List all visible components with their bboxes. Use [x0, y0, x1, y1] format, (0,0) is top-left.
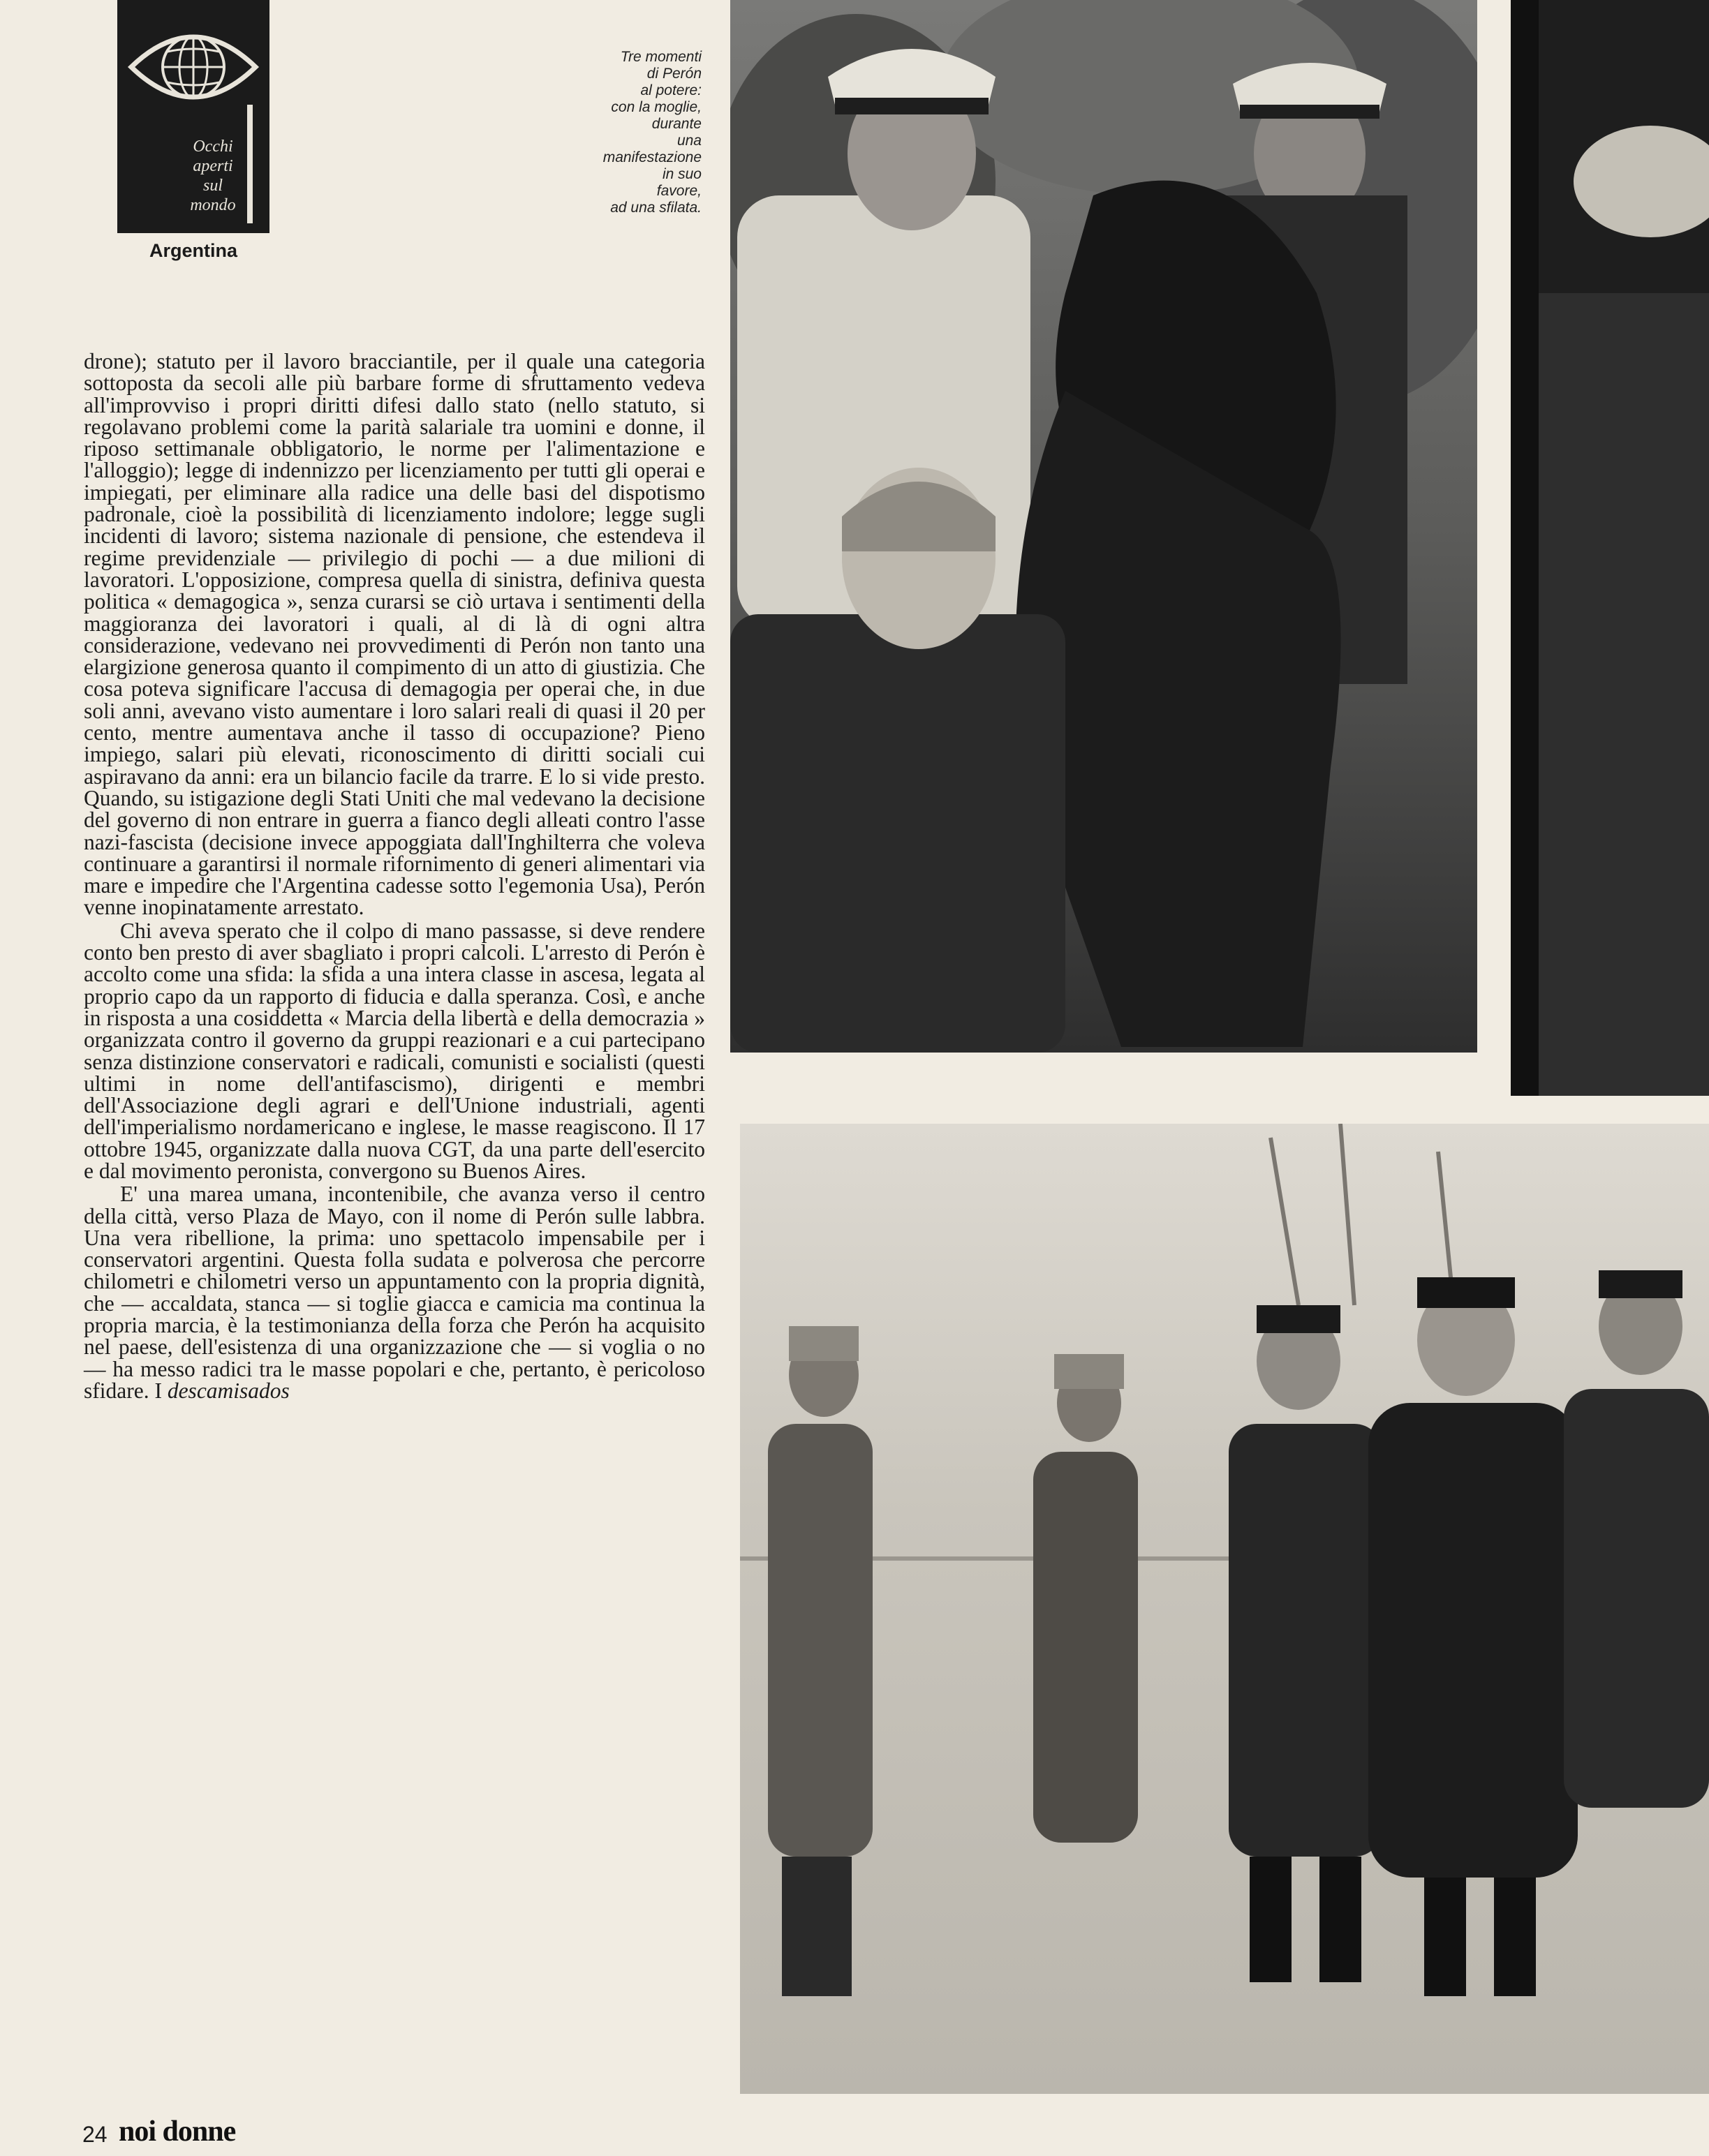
- caption-line: favore,: [656, 183, 702, 199]
- logo-line: aperti: [193, 157, 233, 175]
- logo-line: mondo: [190, 196, 236, 214]
- magazine-brand-logo: noi donne: [119, 2116, 236, 2148]
- article-paragraph: Chi aveva sperato che il colpo di mano passasse, si deve rendere conto ben presto di aver sbagliato i propri calcoli. L'arresto di Perón è accolto come una sfida: la sfida a una intera classe in ascesa, legata al proprio capo da un rapporto di fiducia e dalla speranza. Così, e anche in risposta a una cosiddetta « Marcia della libertà e della democrazia » organizzata contro il governo da gruppi reazionari e a cui partecipano senza distinzione conservatori e radicali, comunisti e socialisti (questi ultimi in nome dell'antifascismo), dirigenti e membri dell'Associazione degli agrari e dell'Unione industriali, agenti dell'imperialismo nordamericano e inglese, le masse reagiscono. Il 17 ottobre 1945, organizzate dalla nuova CGT, da una parte dell'esercito e dal movimento peronista, convergono su Buenos Aires.: [84, 918, 705, 1183]
- caption-line: in suo: [662, 166, 702, 182]
- photo-parade: [740, 1124, 1709, 2094]
- article-paragraph: drone); statuto per il lavoro bracciantile, per il quale una categoria sottoposta da secoli alle più barbare forme di sfruttamento vedeva all'improvviso i propri diritti difesi dallo stato (nello statuto, si regolavano problemi come la parità salariale tra uomini e donne, il riposo settimanale obbligatorio, le norme per l'alimentazione e l'alloggio); legge di indennizzo per licenziamento per tutti gli operai e impiegati, per eliminare alla radice una delle basi del dispotismo padronale, cioè la possibilità di licenziamento indolore; legge sugli incidenti di lavoro; sistema nazionale di pensione, che estendeva il regime previdenziale — privilegio di pochi — a due milioni di lavoratori. L'opposizione, compresa quella di sinistra, definiva questa politica « demagogica », senza curarsi se ciò urtava i sentimenti della maggioranza dei lavoratori i quali, al di là di ogni altra considerazione, vedevano nei provvedimenti di Perón non tanto una elargizione generosa quanto il compimento di un atto di giustizia. Che cosa poteva significare l'accusa di demagogia per operai che, in due soli anni, avevano visto aumentare i loro salari reali di quasi il 20 per cento, mentre aumentava anche il tasso di occupazione? Pieno impiego, salari più elevati, riconoscimento di diritti sociali cui aspiravano da anni: era un bilancio facile da trarre. E lo si vide presto. Quando, su istigazione degli Stati Uniti che mal vedevano la decisione del governo di non entrare in guerra a fianco degli alleati contro l'asse nazi-fascista (decisione invece appoggiata dall'Inghilterra che voleva continuare a garantirsi il normale rifornimento di generi alimentari via mare e impedire che l'Argentina cadesse sotto l'egemonia Usa), Perón venne inopinatamente arrestato.: [84, 349, 705, 920]
- logo-line: sul: [202, 177, 223, 195]
- article-body: [84, 350, 705, 1402]
- article-italic-word: descamisados: [167, 1378, 290, 1403]
- section-logo: [117, 0, 269, 233]
- logo-line: Occhi: [193, 137, 233, 156]
- caption-line: durante: [651, 116, 702, 132]
- page-number: 24: [82, 2122, 108, 2147]
- logo-text: [168, 137, 258, 215]
- photo-caption: [531, 49, 702, 216]
- photo-peron-horseback: [730, 0, 1477, 1053]
- caption-line: una: [676, 133, 702, 149]
- caption-line: Tre momenti: [620, 49, 702, 65]
- caption-line: al potere:: [640, 82, 702, 98]
- article-paragraph-text: E' una marea umana, incontenibile, che avanza verso il centro della città, verso Plaza de Mayo, con il nome di Perón sulle labbra. Una vera ribellione, la prima: uno spettacolo impensabile per i conservatori argentini. Questa folla sudata e polverosa che percorre chilometri e chilometri verso un appuntamento con la propria dignità, che — accaldata, stanca — si toglie giacca e camicia ma continua la propria marcia, è la testimonianza della forza che Perón ha acquisito nel paese, dell'esistenza di una organizzazione che — si voglia o no — ha messo radici tra le masse popolari e che, pertanto, è pericoloso sfidare. I: [84, 1182, 705, 1403]
- article-paragraph: [84, 1183, 705, 1402]
- section-label: Argentina: [149, 240, 237, 261]
- caption-line: di Perón: [646, 66, 702, 82]
- caption-line: con la moglie,: [611, 99, 702, 115]
- caption-line: ad una sfilata.: [610, 200, 702, 216]
- photo-crowd: [1511, 0, 1709, 1096]
- caption-line: manifestazione: [602, 149, 702, 165]
